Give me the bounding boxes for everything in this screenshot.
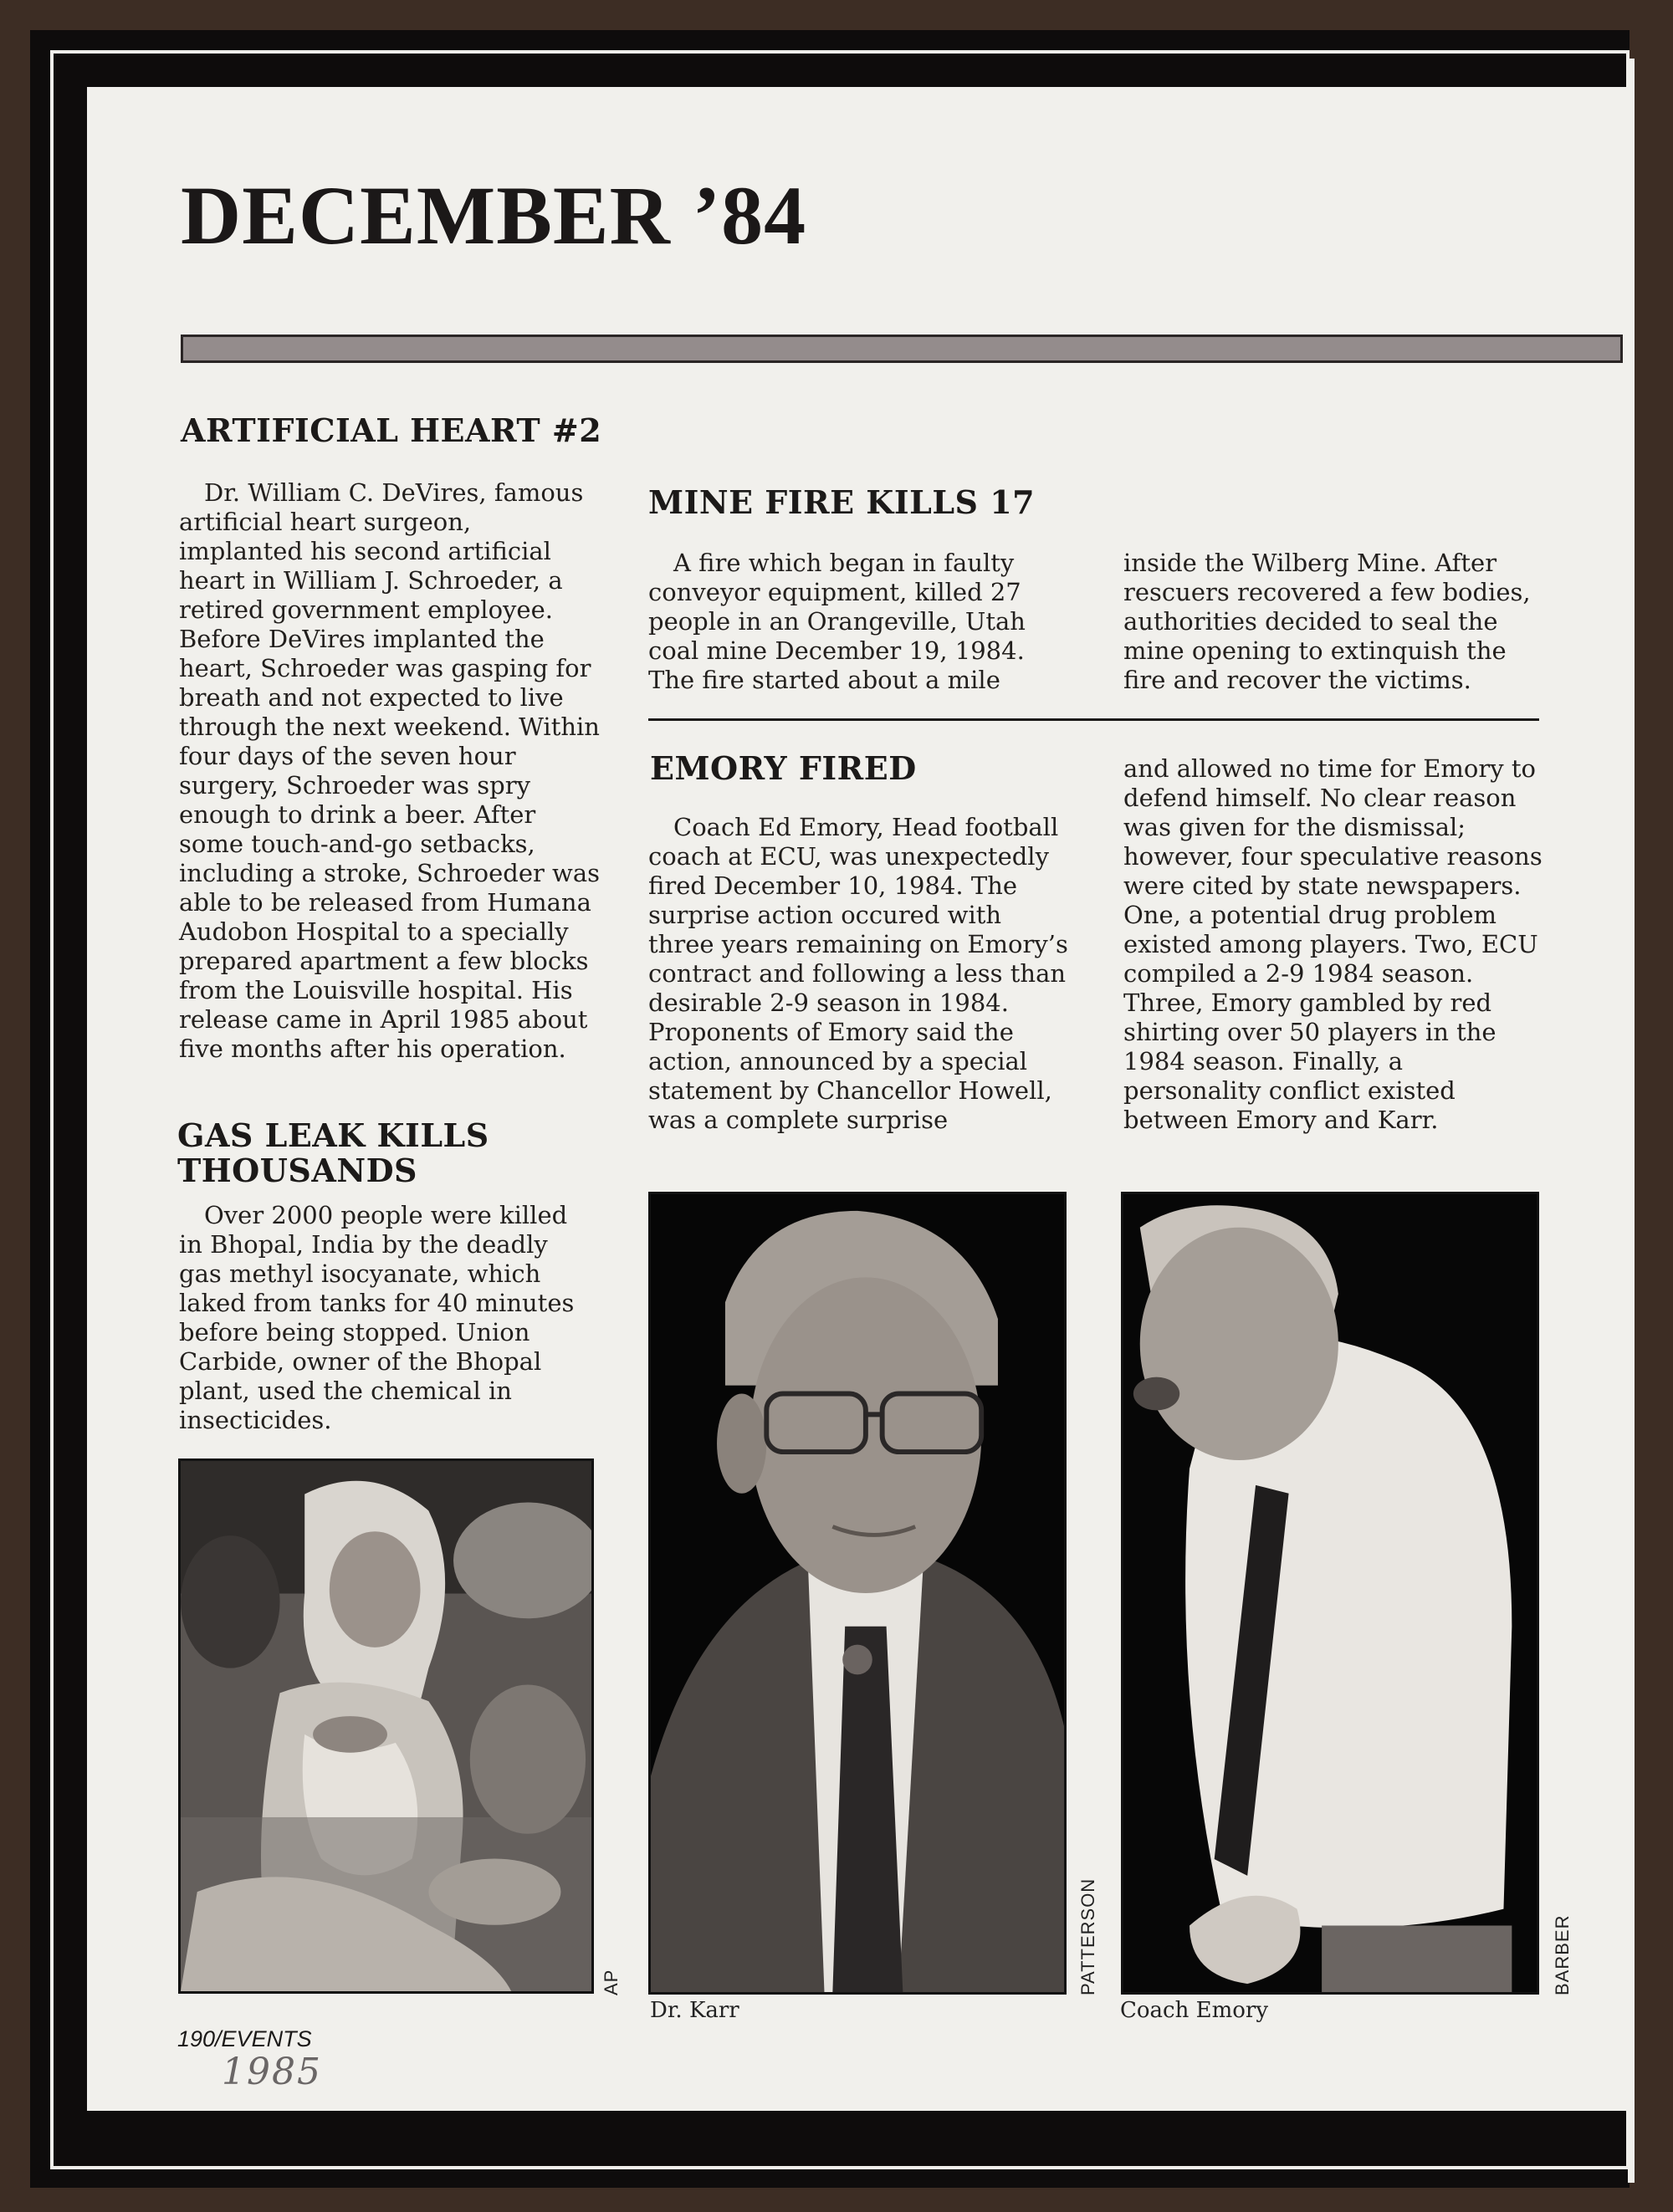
- section-divider: [648, 718, 1539, 721]
- mine-fire-headline: MINE FIRE KILLS 17: [648, 483, 1036, 521]
- page-title: DECEMBER ’84: [181, 169, 807, 262]
- handwritten-year: 1985: [222, 2051, 322, 2093]
- artificial-heart-body: Dr. William C. DeVires, famous artificial heart surgeon, implanted his second artificial heart in William J. Schroeder, a retired government employee. Before DeVires implanted the heart, Schroeder was gasping for breath and not expected to live through the next weekend. Within four days of the seven hour surgery, Schroeder was spry enough to drink a beer. After some touch-and-go setbacks, including a stroke, Schroeder was able to be released from Humana Audobon Hospital to a specially prepared apartment a few blocks from the Louisville hospital. His release came in April 1985 about five months after his operation.: [179, 478, 601, 1063]
- coach-emory-photo-credit: BARBER: [1552, 1914, 1573, 1995]
- emory-fired-body-col2: and allowed no time for Emory to defend himself. No clear reason was given for the dismissal; however, four speculative reasons were cited by state newspapers. One, a potential drug problem existed among players. Two, ECU compiled a 2-9 1984 season. Three, Emory gambled by red shirting over 50 players in the 1984 season. Finally, a personality conflict existed between Emory and Karr.: [1123, 754, 1543, 1134]
- dr-karr-photo-credit: PATTERSON: [1077, 1877, 1098, 1995]
- gas-leak-headline: GAS LEAK KILLS THOUSANDS: [177, 1116, 489, 1189]
- emory-fired-body-col1: Coach Ed Emory, Head football coach at ECU, was unexpectedly fired December 10, 1984. The surprise action occured with three years remaining on Emory’s contract and following a less than desirable 2-9 season in 1984. Proponents of Emory said the action, announced by a special statement by Chancellor Howell, was a complete surprise: [648, 813, 1068, 1134]
- mine-fire-body-col2: inside the Wilberg Mine. After rescuers recovered a few bodies, authorities decided to seal the mine opening to extinquish the fire and recover the victims.: [1123, 549, 1531, 694]
- gas-leak-body: Over 2000 people were killed in Bhopal, India by the deadly gas methyl isocyanate, which laked from tanks for 40 minutes before being stopped. Union Carbide, owner of the Bhopal plant, used the chemical in insecticides.: [179, 1201, 575, 1434]
- coach-emory-photo: [1121, 1192, 1539, 1995]
- dr-karr-caption: Dr. Karr: [650, 1998, 739, 2023]
- bhopal-photo-credit: AP: [601, 1969, 622, 1995]
- bhopal-victim-photo: [178, 1458, 594, 1994]
- page-number: 190/EVENTS: [177, 2026, 312, 2051]
- dr-karr-photo: [648, 1192, 1067, 1995]
- title-rule-bar: [181, 335, 1623, 363]
- coach-emory-caption: Coach Emory: [1120, 1998, 1269, 2023]
- artificial-heart-headline: ARTIFICIAL HEART #2: [181, 411, 602, 449]
- mine-fire-body-col1: A fire which began in faulty conveyor equipment, killed 27 people in an Orangeville, Utah coal mine December 19, 1984. The fire started about a mile: [648, 549, 1026, 694]
- torn-edge: [1628, 59, 1635, 2183]
- emory-fired-headline: EMORY FIRED: [650, 749, 917, 787]
